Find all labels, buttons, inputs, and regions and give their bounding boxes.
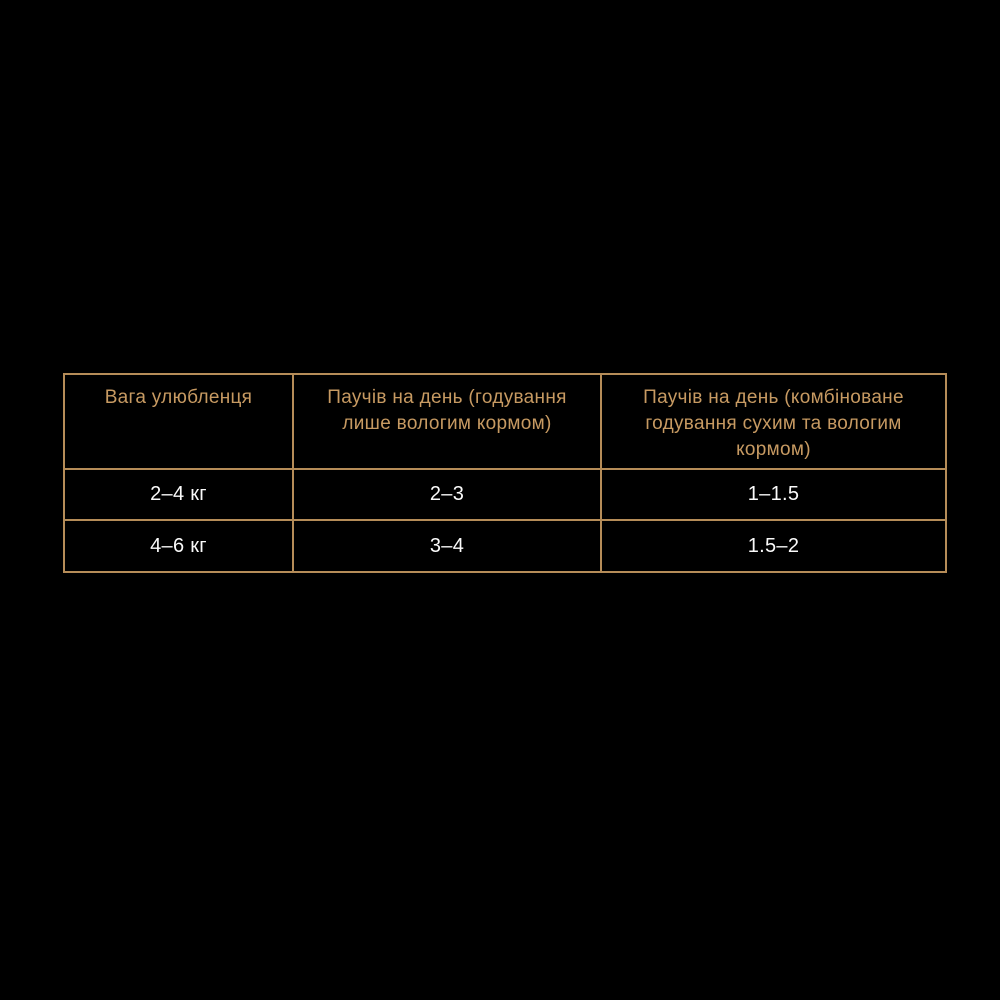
table-row bbox=[64, 469, 946, 520]
cell-wet-only-row1: 2–3 bbox=[293, 469, 601, 520]
cell-combined-row2: 1.5–2 bbox=[601, 520, 946, 572]
header-cell-pouches-wet-only: Паучів на день (годування лише вологим кормом) bbox=[293, 374, 601, 469]
cell-weight-row1: 2–4 кг bbox=[64, 469, 293, 520]
cell-combined-row1: 1–1.5 bbox=[601, 469, 946, 520]
feeding-table bbox=[63, 373, 947, 573]
table-row bbox=[64, 520, 946, 572]
table-header-row bbox=[64, 374, 946, 469]
cell-wet-only-row2: 3–4 bbox=[293, 520, 601, 572]
cell-weight-row2: 4–6 кг bbox=[64, 520, 293, 572]
header-cell-pouches-combined: Паучів на день (комбіноване годування сухим та вологим кормом) bbox=[601, 374, 946, 469]
header-cell-pet-weight: Вага улюбленця bbox=[64, 374, 293, 469]
